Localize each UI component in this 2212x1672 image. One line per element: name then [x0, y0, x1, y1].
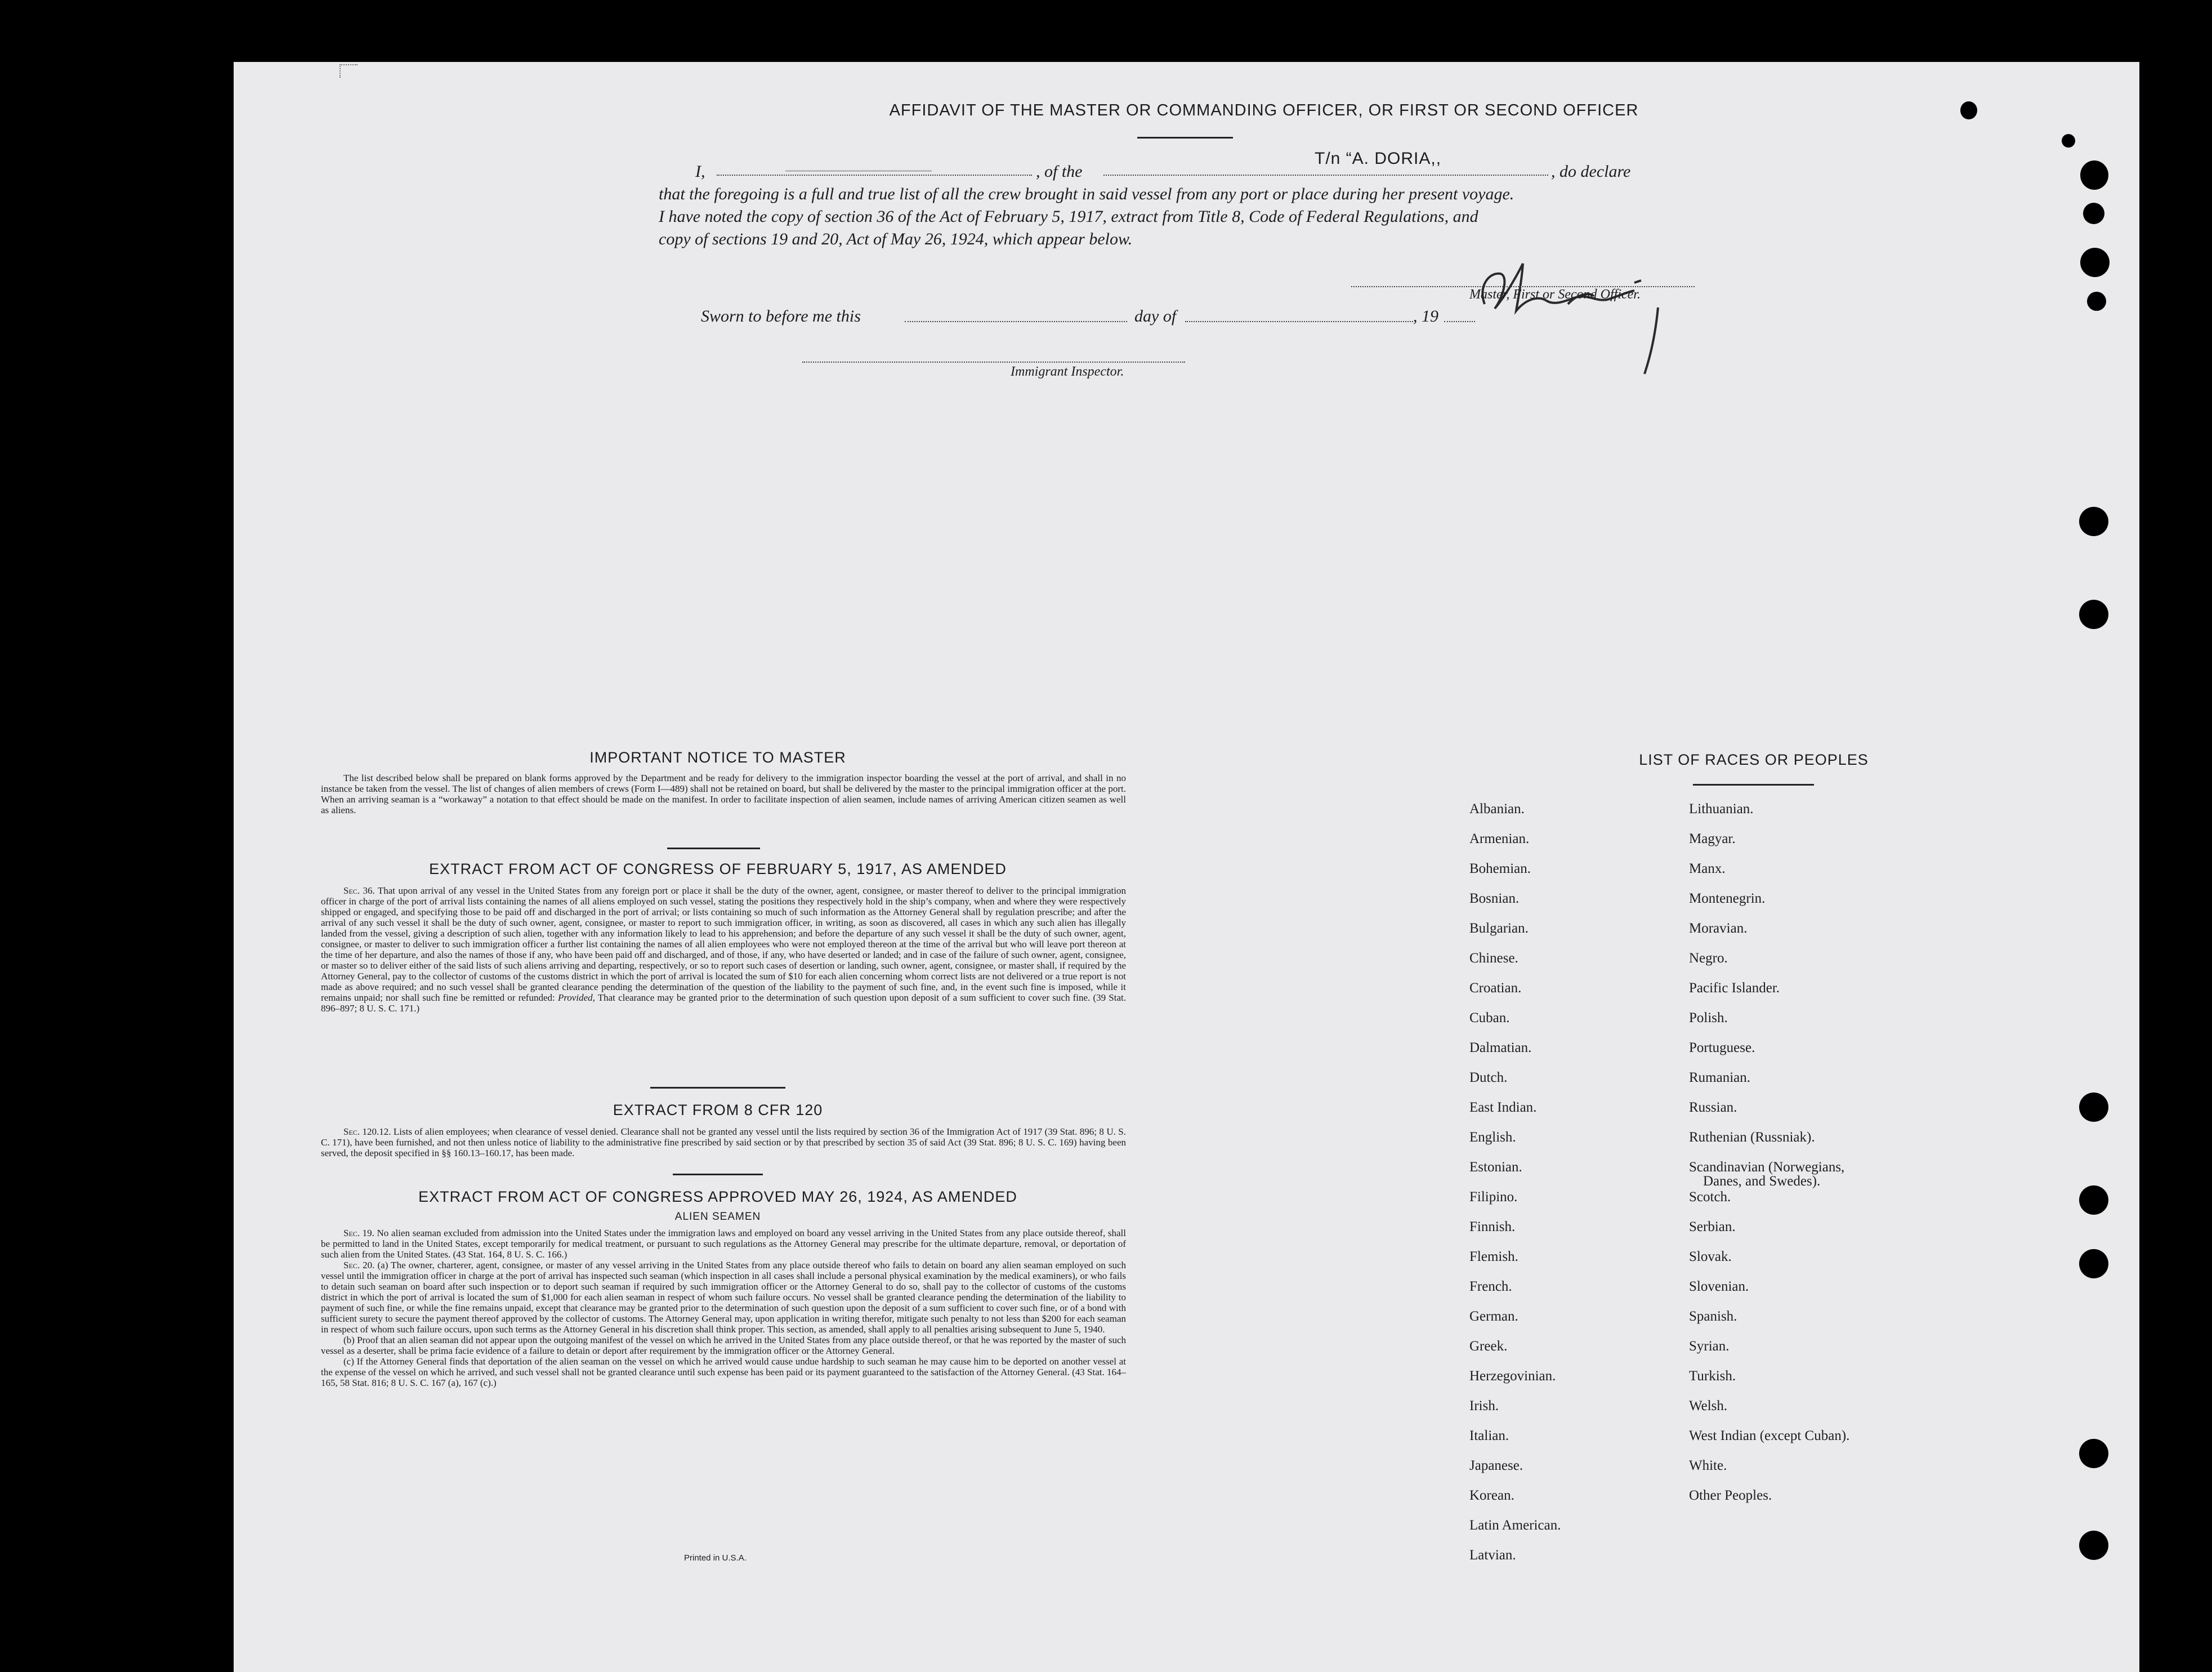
race-item: Danes, and Swedes). — [1703, 1174, 1821, 1189]
document-page — [234, 62, 2139, 1672]
binder-hole — [2080, 248, 2110, 277]
race-item: Portuguese. — [1689, 1040, 1755, 1055]
affidavit-line-4: copy of sections 19 and 20, Act of May 26, 1924, which appear below. — [659, 230, 1133, 248]
binder-hole — [2062, 134, 2075, 148]
race-item: Scandinavian (Norwegians, — [1689, 1160, 1845, 1175]
binder-hole — [2080, 160, 2108, 190]
race-item: Other Peoples. — [1689, 1488, 1772, 1503]
races-title: LIST OF RACES OR PEOPLES — [1639, 751, 1869, 768]
race-item: West Indian (except Cuban). — [1689, 1428, 1850, 1443]
race-item: Pacific Islander. — [1689, 980, 1780, 996]
extract-cfr-text — [321, 1126, 1126, 1158]
race-item: Japanese. — [1469, 1458, 1523, 1473]
race-item: Spanish. — [1689, 1309, 1737, 1324]
race-item: Slovak. — [1689, 1249, 1732, 1264]
sec-20a-body: (a) The owner, charterer, agent, consignee, or master of any vessel arriving in the United States from any place outside thereof who fails to detain on board any alien seaman employed on such vessel until the immigration officer in charge at the port of arrival has inspected such seaman (which inspection in all cases shall include a personal physical examination by the medical examiners), or who fails to detain such seaman on board after such inspection or to deport such seaman if required by such immigration officer or the Attorney General to do so, shall pay to the collector of customs of the customs district in which the port of arrival is located the sum of $1,000 for each alien seaman in respect of whom such failure occurs. No vessel shall be granted clearance pending the determination of the liability to payment of such fine, or while the fine remains unpaid, except that clearance may be granted prior to the determination of such question upon the deposit of a sum sufficient to cover such fine, or of a bond with sufficient surety to secure the payment thereof approved by the collector of customs. The Attorney General may, upon application in writing therefor, mitigate such penalty to not less than $200 for each seaman in respect of whom such failure occurs, upon such terms as the Attorney General in his discretion shall think proper. This section, as amended, shall apply to all penalties arising subsequent to June 5, 1940. — [321, 1260, 1126, 1335]
sec-120-label: Sec. 120.12. — [343, 1126, 391, 1137]
sec-36-provided: Provided, — [557, 992, 595, 1003]
race-item: Latin American. — [1469, 1518, 1561, 1533]
extract-1917-divider — [650, 1087, 785, 1089]
extract-1924-text — [321, 1228, 1126, 1388]
notice-title: IMPORTANT NOTICE TO MASTER — [589, 749, 846, 766]
sec-20b-paragraph: (b) Proof that an alien seaman did not appear upon the outgoing manifest of the vessel on which he arrived in the United States from any place outside thereof, or that he was reported by the master of such vessel as a deserter, shall be prima facie evidence of a failure to detain or deport after requirement by the immigration officer or the Attorney General. — [321, 1335, 1126, 1356]
inspector-caption: Immigrant Inspector. — [1011, 364, 1124, 379]
binder-hole — [2079, 1531, 2108, 1560]
vessel-line — [1103, 175, 1548, 176]
sec-20c-paragraph: (c) If the Attorney General finds that deportation of the alien seaman on the vessel on which he arrived would cause undue hardship to such seaman he may cause him to be deported on another vessel at the expense of the vessel on which he arrived, and such vessel shall not be granted clearance until such expense has been paid or its payment guaranteed to the satisfaction of the Attorney General. (43 Stat. 164–165, 58 Stat. 816; 8 U. S. C. 167 (a), 167 (c).) — [321, 1356, 1126, 1388]
race-item: Dalmatian. — [1469, 1040, 1532, 1055]
race-item: Magyar. — [1689, 831, 1736, 846]
day-of-label: day of — [1134, 307, 1177, 326]
race-item: Russian. — [1689, 1100, 1737, 1115]
race-item: Herzegovinian. — [1469, 1368, 1556, 1384]
affidavit-title: AFFIDAVIT OF THE MASTER OR COMMANDING OFFICER, OR FIRST OR SECOND OFFICER — [889, 101, 1639, 119]
inspector-line — [802, 362, 1185, 363]
race-item: East Indian. — [1469, 1100, 1537, 1115]
affidavit-i-label: I, — [695, 162, 705, 181]
race-item: Syrian. — [1689, 1339, 1730, 1354]
binder-hole — [2087, 292, 2106, 311]
affidavit-line-2: that the foregoing is a full and true list of all the crew brought in said vessel from any port or place during her present voyage. — [659, 185, 1514, 203]
race-item: Slovenian. — [1689, 1279, 1749, 1294]
corner-mark — [339, 64, 358, 78]
race-item: English. — [1469, 1130, 1516, 1145]
title-divider — [1137, 137, 1233, 139]
signature-caption: Master, First or Second Officer. — [1469, 287, 1641, 302]
extract-1924-title: EXTRACT FROM ACT OF CONGRESS APPROVED MAY 26, 1924, AS AMENDED — [418, 1188, 1017, 1205]
binder-hole — [2083, 203, 2104, 224]
race-item: Flemish. — [1469, 1249, 1518, 1264]
sec-120-body: Lists of alien employees; when clearance of vessel denied. Clearance shall not be granted any vessel until the lists required by section 36 of the Immigration Act of 1917 (39 Stat. 896; 8 U. S. C. 171), have been furnished, and not then unless notice of liability to the administrative fine prescribed by said section or by that prescribed by section 35 of said Act (39 Stat. 896; 8 U. S. C. 169) having been served, the deposit specified in §§ 160.13–160.17, has been made. — [321, 1126, 1127, 1158]
notice-divider — [667, 848, 760, 849]
race-item: Latvian. — [1469, 1548, 1516, 1563]
race-item: Moravian. — [1689, 921, 1748, 936]
race-item: Manx. — [1689, 861, 1726, 876]
sec-36-label: Sec. 36. — [343, 885, 375, 896]
race-item: Albanian. — [1469, 801, 1525, 817]
race-item: Serbian. — [1689, 1219, 1736, 1234]
sworn-day-line — [905, 321, 1127, 322]
race-item: Chinese. — [1469, 951, 1518, 966]
sworn-label: Sworn to before me this — [701, 307, 861, 326]
sworn-year-line — [1444, 321, 1475, 322]
extract-cfr-title: EXTRACT FROM 8 CFR 120 — [613, 1102, 823, 1118]
race-item: Italian. — [1469, 1428, 1509, 1443]
extract-cfr-divider — [673, 1174, 763, 1175]
binder-hole — [2079, 1093, 2108, 1122]
race-item: Korean. — [1469, 1488, 1514, 1503]
year-prefix: , 19 — [1413, 307, 1438, 326]
binder-hole — [2079, 1249, 2108, 1278]
races-divider — [1693, 784, 1814, 786]
extract-1917-title: EXTRACT FROM ACT OF CONGRESS OF FEBRUARY 5, 1917, AS AMENDED — [429, 860, 1007, 877]
race-item: Welsh. — [1689, 1398, 1728, 1414]
sec-20a-paragraph — [321, 1260, 1126, 1335]
extract-1917-text — [321, 885, 1126, 1014]
race-item: Scotch. — [1689, 1189, 1731, 1205]
race-item: Bulgarian. — [1469, 921, 1529, 936]
printed-in-usa: Printed in U.S.A. — [684, 1553, 747, 1563]
binder-hole — [1960, 101, 1977, 119]
race-item: Irish. — [1469, 1398, 1499, 1414]
race-item: Bosnian. — [1469, 891, 1520, 906]
race-item: Montenegrin. — [1689, 891, 1766, 906]
affidavit-of-the: , of the — [1036, 162, 1083, 181]
master-name-line — [717, 175, 1032, 176]
affidavit-line-3: I have noted the copy of section 36 of the Act of February 5, 1917, extract from Title 8, Code of Federal Regulations, and — [659, 207, 1478, 226]
sec-19-body: No alien seaman excluded from admission into the United States under the immigration laws and employed on board any vessel arriving in the United States from any place outside thereof, shall be permitted to land in the United States, except temporarily for medical treatment, or pursuant to such regulations as the Attorney General may prescribe for the ultimate departure, removal, or deportation of such alien from the United States. (43 Stat. 164, 8 U. S. C. 166.) — [321, 1228, 1126, 1260]
race-item: Lithuanian. — [1689, 801, 1754, 817]
race-item: Croatian. — [1469, 980, 1522, 996]
race-item: Turkish. — [1689, 1368, 1736, 1384]
race-item: Finnish. — [1469, 1219, 1516, 1234]
sec-19-label: Sec. 19. — [343, 1228, 374, 1238]
race-item: German. — [1469, 1309, 1518, 1324]
race-item: Greek. — [1469, 1339, 1508, 1354]
sec-36-body: That upon arrival of any vessel in the United States from any foreign port or place it shall be the duty of the owner, agent, consignee, or master thereof to deliver to the principal immigration officer in charge of the port of arrival lists containing the names of all aliens employed on such vessel, stating the positions they respectively hold in the ship’s company, when and where they were respectively shipped or engaged, and specifying those to be paid off and discharged in the port of arrival; or lists containing so much of such information as the Attorney General shall by regulation prescribe; and after the arrival of any such vessel it shall be the duty of such owner, agent, consignee, or master to report to such immigration officer, in writing, as soon as discovered, all cases in which any such alien has illegally landed from the vessel, giving a description of such alien, together with any information likely to lead to his apprehension; and before the departure of any such vessel it shall be the duty of such owner, agent, consignee, or master to deliver to such immigration officer a further list containing the names of all alien employees who were not employed thereon at the time of the arrival but who will leave port thereon at the time of her departure, and also the names of those if any, who have been paid off and discharged, and of those, if any, who have deserted or landed; and in case of the failure of such owner, agent, consignee, or master so to deliver either of the said lists of such aliens arriving and departing, respectively, or so to report such cases of desertion or landing, such owner, agent, consignee, or master shall, if required by the Attorney General, pay to the collector of customs of the customs district in which the port of arrival is located the sum of $10 for each alien concerning whom correct lists are not delivered or a true report is not made as above required; and no such vessel shall be granted clearance pending the determination of the question of the liability to the payment of such fine, and, in the event such fine is imposed, while it remains unpaid; nor shall such fine be remitted or refunded: — [321, 885, 1126, 1003]
extract-1924-subtitle: ALIEN SEAMEN — [674, 1211, 761, 1223]
sec-20-label: Sec. 20. — [343, 1260, 375, 1270]
race-item: Rumanian. — [1689, 1070, 1751, 1085]
vessel-name: T/n “A. DORIA,, — [1315, 149, 1442, 168]
race-item: Filipino. — [1469, 1189, 1518, 1205]
race-item: White. — [1689, 1458, 1727, 1473]
race-item: French. — [1469, 1279, 1512, 1294]
race-item: Ruthenian (Russniak). — [1689, 1130, 1815, 1145]
sec-36-end: That clearance may be granted prior to the determination of such question upon deposit of a sum sufficient to cover such fine. (39 Stat. 896–897; 8 U. S. C. 171.) — [321, 992, 1127, 1014]
race-item: Polish. — [1689, 1010, 1728, 1026]
race-item: Negro. — [1689, 951, 1728, 966]
race-item: Cuban. — [1469, 1010, 1510, 1026]
binder-hole — [2079, 1439, 2108, 1468]
notice-text: The list described below shall be prepared on blank forms approved by the Department and be ready for delivery to the immigration inspector boarding the vessel at the port of arrival, and shall in no instance be taken from the vessel. The list of changes of alien members of crews (Form I—489) shall not be retained on board, but shall be delivered by the master to the principal immigration officer at the port. When an arriving seaman is a “workaway” a notation to that effect should be made on the manifest. In order to facilitate inspection of alien seamen, include names of arriving American citizen seamen as well as aliens. — [321, 773, 1126, 815]
sec-19-paragraph — [321, 1228, 1126, 1260]
binder-hole — [2079, 1185, 2108, 1215]
master-signature — [1455, 241, 1692, 410]
race-item: Bohemian. — [1469, 861, 1531, 876]
sworn-month-line — [1185, 321, 1413, 322]
race-item: Armenian. — [1469, 831, 1530, 846]
master-name-scrawl — [785, 166, 932, 172]
affidavit-do-declare: , do declare — [1551, 162, 1631, 181]
race-item: Dutch. — [1469, 1070, 1508, 1085]
binder-hole — [2079, 507, 2108, 536]
race-item: Estonian. — [1469, 1160, 1522, 1175]
binder-hole — [2079, 600, 2108, 629]
